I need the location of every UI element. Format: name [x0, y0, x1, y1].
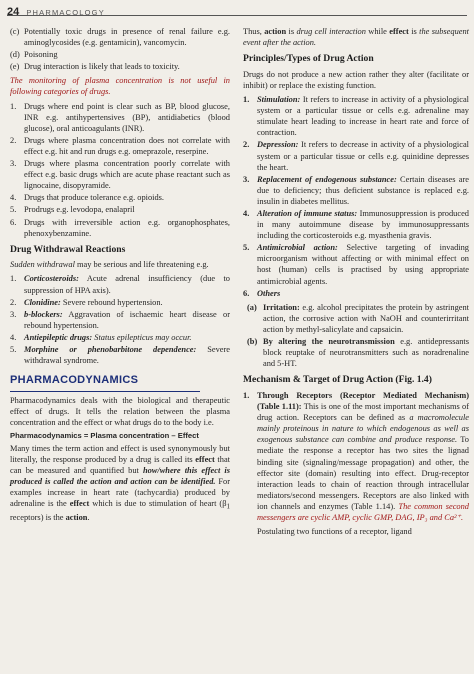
item-text [24, 332, 230, 343]
text-run: This is one of the most important mechanisms of drug action. Receptors can be defined as [257, 402, 470, 423]
section-rule [10, 391, 200, 392]
item-body: Selective targeting of invading microorganism without affecting or with minimal effect on host (human) cells is practised by using appropriate antimicrobial agents. [257, 243, 469, 286]
principles-list [243, 94, 469, 299]
list-item [243, 174, 469, 207]
item-marker: 2. [10, 297, 17, 307]
item-marker: 1. [243, 390, 250, 400]
toxicity-list [10, 26, 230, 72]
subscript: 1 [226, 503, 230, 512]
item-term: Replacement of endogenous substance: [257, 174, 397, 184]
text-run: while [365, 27, 390, 36]
item-term: Through Receptors (Receptor Mediated Mechanism) (Table 1.11): [257, 390, 469, 412]
item-text: Prodrugs e.g. levodopa, enalapril [24, 205, 135, 215]
page-header [7, 5, 467, 19]
item-marker: 5. [10, 205, 17, 215]
text-run: is [286, 27, 297, 36]
list-item [10, 26, 230, 48]
item-marker: 5. [10, 345, 17, 354]
mechanism-list [243, 390, 469, 523]
item-body: Severe withdrawal syndrome. [24, 345, 230, 366]
text-run: Thus, [243, 27, 265, 36]
item-term: Corticosteroids: [24, 274, 79, 284]
header-rule [7, 15, 467, 16]
item-text [263, 336, 469, 369]
item-marker: (b) [247, 337, 258, 346]
list-item [10, 49, 230, 60]
list-item [10, 158, 230, 191]
text-run: To mediate the response a receptor has two sites the lignad binding site (signaling/message propagation) and other, the effector site (domain) resulting into effect. Drug-receptor interaction leads to chain of reaction through intracellular mediators/second messengers. Receptors are also linked with ion channels and enzymes (Table 1.14). [257, 435, 469, 511]
list-item [243, 242, 469, 286]
list-item [243, 139, 469, 172]
withdrawal-heading: Drug Withdrawal Reactions [10, 243, 126, 255]
item-text: Poisoning [24, 50, 58, 60]
text-run: For examples increase in heart rate (tachycardia) produced by adrenaline is the [10, 477, 230, 509]
item-term: Alteration of immune status: [257, 208, 358, 218]
item-text [257, 242, 469, 286]
item-text [24, 297, 230, 308]
list-item [10, 192, 230, 203]
section-heading-pharmacodynamics: PHARMACODYNAMICS [10, 374, 139, 387]
item-text [257, 174, 469, 207]
item-marker: 5. [243, 243, 250, 253]
item-text: Drugs with irreversible action e.g. organophosphates, phenoxybenzamine. [24, 217, 230, 238]
text-run: which is due to stimulation of heart (β [89, 499, 227, 509]
monitoring-list [10, 101, 230, 239]
list-item [10, 204, 230, 215]
text-run: Many times the term action and effect is used synonymously but literally, the response produced by a drug is called its [10, 444, 230, 465]
text-run: is [408, 27, 420, 36]
item-term: Morphine or phenobarbitone dependence: [24, 345, 197, 354]
item-text [257, 288, 469, 299]
pd-paragraph-2 [10, 443, 230, 523]
item-term: Antimicrobial action: [257, 243, 338, 253]
item-term: By altering the neurotransmission [263, 337, 395, 346]
item-text: Drug interaction is likely that leads to toxicity. [24, 62, 180, 72]
item-body: Aggravation of ischaemic heart disease or rebound hypertension. [24, 309, 230, 330]
item-term: Antiepileptic drugs: [24, 332, 93, 342]
last-line: Postulating two functions of a receptor, ligand [257, 527, 412, 537]
list-item [243, 208, 469, 241]
text-run: how/where this effect is produced is called the action and action can be identified. [10, 466, 230, 487]
list-item [10, 135, 230, 157]
item-text [257, 139, 469, 172]
item-text: Drugs that produce tolerance e.g. opioids. [24, 193, 165, 203]
item-marker: 3. [10, 309, 17, 319]
list-item [243, 390, 469, 523]
withdrawal-intro [10, 259, 230, 270]
item-marker: (c) [10, 27, 20, 36]
item-marker: 3. [243, 174, 250, 184]
item-marker: 2. [243, 140, 250, 150]
item-term: Others [257, 288, 281, 298]
text-run: action [65, 513, 88, 523]
item-marker: 1. [10, 274, 17, 284]
item-marker: (a) [247, 302, 257, 312]
item-marker: 4. [10, 332, 17, 342]
list-item [10, 332, 230, 343]
intro-rest: may be serious and life threatening e.g. [74, 260, 209, 270]
text-run: the subsequent event after the action. [243, 27, 470, 48]
monitoring-note: The monitoring of plasma concentration is not useful in following categories of drugs. [10, 76, 230, 97]
item-body: Status epilepticus may occur. [92, 332, 192, 342]
text-run: . [87, 513, 90, 523]
item-text [263, 302, 469, 335]
item-text: Drugs where plasma concentration does not correlate with effect e.g. hit and run drugs e.g. omeprazole, reserpine. [24, 135, 230, 156]
item-term: Stimulation: [257, 95, 301, 105]
item-body: Severe rebound hypertension. [60, 297, 163, 307]
left-column [10, 26, 230, 526]
mechanism-heading: Mechanism & Target of Drug Action (Fig. 1.4) [243, 374, 432, 386]
list-item [243, 288, 469, 299]
list-item [10, 217, 230, 239]
item-marker: 6. [243, 288, 250, 298]
item-text [24, 309, 230, 331]
list-item [247, 336, 469, 369]
item-term: b-blockers: [24, 309, 63, 319]
list-item [10, 344, 230, 366]
item-marker: 1. [243, 95, 250, 105]
text-run: receptors) is the [10, 513, 66, 523]
item-body: e.g. antidepressants block reuptake of neurotransmitters such as noradrenaline and 5-HT. [263, 337, 469, 369]
item-body: Immunosuppression is produced in many autoimmune disease by immunosuppressants including the corticosteroids e.g. myasthenia gravis. [257, 208, 469, 241]
text-run: a macromolecule mainly proteinous in nature to which endogenous as well as exogenous substance can combine and produce response. [257, 413, 470, 445]
item-text [257, 390, 469, 523]
withdrawal-list [10, 273, 230, 366]
item-text [257, 208, 469, 241]
item-marker: (e) [10, 62, 20, 72]
text-run: effect [69, 499, 90, 509]
others-list [247, 302, 469, 370]
text-run: effect [389, 27, 409, 36]
pd-equation: Pharmacodynamics = Plasma concentration – Effect [10, 430, 199, 440]
item-marker: 4. [10, 193, 17, 203]
item-marker: 4. [243, 208, 250, 218]
principles-intro: Drugs do not produce a new action rather they alter (facilitate or inhibit) or replace the existing function. [243, 69, 469, 90]
item-marker: 1. [10, 101, 17, 111]
text-run: action [264, 27, 287, 36]
item-body: e.g. alcohol precipitates the protein by astringent action, the corrosive action with NaOH and counterirritant action by methyl-salicylate and capsaicin. [263, 302, 469, 334]
list-item [10, 101, 230, 134]
page-number: 24 [7, 6, 20, 18]
action-effect-intro [243, 26, 469, 48]
text-run: that can be measured and quantified but [10, 455, 230, 476]
list-item [10, 273, 230, 295]
running-title: PHARMACOLOGY [26, 8, 105, 17]
item-marker: 3. [10, 159, 17, 169]
list-item [10, 297, 230, 308]
item-body: Certain diseases are due to deficiency; thus deficient substance is replaced e.g. insulin in diabetes mellitus. [257, 174, 469, 206]
text-run: drug cell interaction [296, 27, 366, 36]
text-run: effect [195, 455, 215, 465]
item-marker: 2. [10, 135, 17, 145]
item-marker: (d) [10, 50, 20, 60]
item-text [257, 94, 469, 138]
item-text: Potentially toxic drugs in presence of renal failure e.g. aminoglycosides (e.g. gentamicin), vancomycin. [24, 27, 230, 48]
item-term: Irritation: [263, 302, 300, 312]
item-body: It refers to decrease in activity of a physiological system or a particular tissue or cells e.g. quinidine depresses the heart. [257, 140, 469, 172]
item-marker: 6. [10, 217, 17, 227]
item-text: Drugs where plasma concentration poorly correlate with effect e.g. basic drugs which are acute phase reactant such as lignocaine, disopyramide. [24, 159, 230, 191]
right-column [243, 26, 469, 540]
list-item [10, 61, 230, 72]
text-run: The common second messengers are cyclic AMP, cyclic GMP, DAG, IP₃ and Ca²⁺. [257, 501, 469, 522]
item-text [24, 344, 230, 366]
item-term: Depression: [257, 140, 299, 150]
item-body: It refers to increase in activity of a physiological system or a particular tissue or cells e.g. adrenaline may stimulate heart leading to increase in heart rate and force of contraction. [257, 95, 469, 138]
list-item [247, 302, 469, 335]
item-term: Clonidine: [24, 297, 61, 307]
item-text [24, 273, 230, 295]
principles-heading: Principles/Types of Drug Action [243, 53, 374, 65]
item-body: Acute adrenal insufficiency (due to suppression of HPA axis). [24, 274, 230, 295]
pd-paragraph: Pharmacodynamics deals with the biological and therapeutic effect of drugs. It tells the relation between the plasma concentration and the effect or what drugs do to the body i.e. [10, 395, 230, 427]
item-text: Drugs where end point is clear such as BP, blood glucose, INR e.g. antihypertensives (BP), antidiabetics (blood glucose), oral anticoagulants (INR). [24, 101, 230, 133]
intro-lead: Sudden withdrawal [10, 260, 75, 270]
list-item [243, 94, 469, 138]
list-item [10, 309, 230, 331]
